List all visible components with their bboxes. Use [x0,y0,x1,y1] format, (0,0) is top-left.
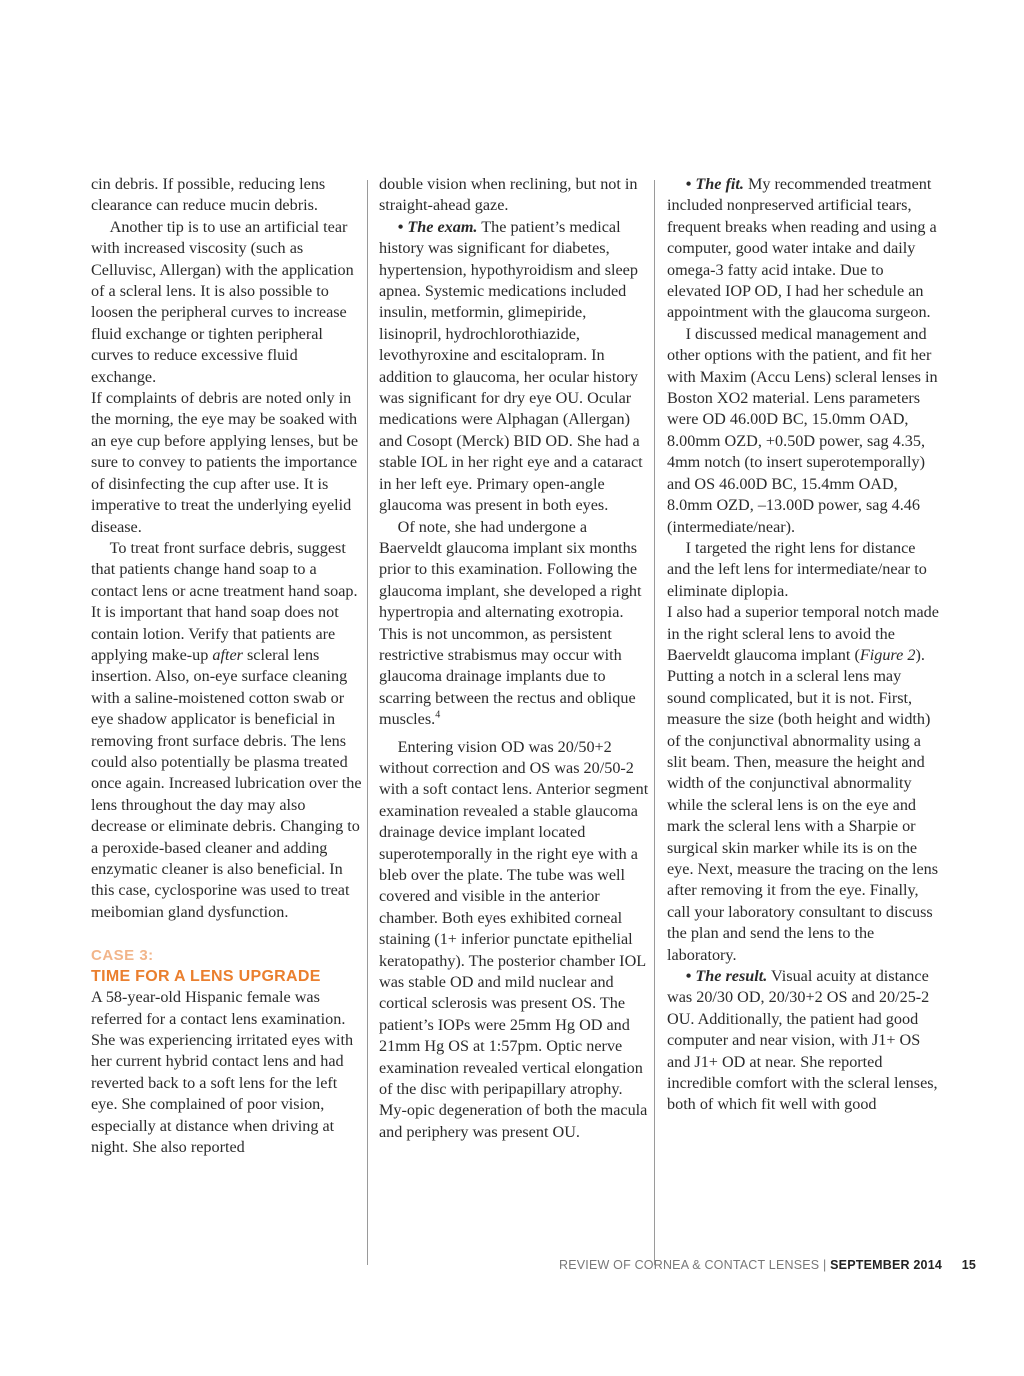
paragraph: I targeted the right lens for distance and the left lens for intermediate/near to eliminate diplopia. [667,538,927,600]
paragraph-text: The patient’s medical history was significant for diabetes, hypertension, hypothyroidism and sleep apnea. Systemic medications included insulin, metformin, glimepiride, lisinopril, hydrochlorothiazide, levothyroxine and escitalopram. In addition to glaucoma, her ocular history was significant for dry eye OU. Ocular medications were Alphagan (Allergan) and Cosopt (Merck) BID OD. She had a stable IOL in her right eye and a cataract in her left eye. Primary open-angle glaucoma was present in both eyes. [379,217,643,515]
paragraph-text: My recommended treatment included nonpreserved artificial tears, frequent breaks when reading and using a computer, good water intake and daily omega-3 fatty acid intake. Due to elevated IOP OD, I had her schedule an appointment with the glaucoma surgeon. [667,175,937,322]
figure-reference: Figure 2 [859,645,916,664]
text-column-1 [91,174,363,1158]
emphasis-text: after [212,645,243,664]
paragraph [379,517,651,731]
paragraph: double vision when reclining, but not in straight-ahead gaze. [379,175,638,215]
case-label: CASE 3: [91,947,154,965]
column-rule-right [654,180,655,1265]
case-title: TIME FOR A LENS UPGRADE [91,968,321,986]
paragraph: cin debris. If possible, reducing lens clearance can reduce mucin debris. [91,175,326,215]
paragraph: If complaints of debris are noted only in the morning, the eye may be soaked with an eye cup before applying lenses, but be sure to convey to patients the importance of disinfecting the cup after use. It is imperative to treat the underlying eyelid disease. [91,389,358,536]
paragraph-text: To treat front surface debris, suggest that patients change hand soap to a contact lens or acne treatment hand soap. It is important that hand soap does not contain lotion. Verify that patients are applying make-up [91,538,358,664]
text-column-2 [379,174,651,1143]
paragraph-text: I also had a superior temporal notch made in the right scleral lens to avoid the Baerveldt glaucoma implant ( [667,603,939,664]
paragraph: Another tip is to use an artificial tear with increased viscosity (such as Celluvisc, Allergan) with the application of a scleral lens. It is also possible to loosen the peripheral curves to increase fluid exchange or tighten peripheral curves to reduce excessive fluid exchange. [91,217,354,386]
text-column-3 [667,174,939,1116]
paragraph: A 58-year-old Hispanic female was referred for a contact lens examination. She was experiencing irritated eyes with her current hybrid contact lens and had reverted back to a soft lens for the left eye. She complained of poor vision, especially at distance when driving at night. She also reported [91,988,354,1157]
paragraph-text: Visual acuity at distance was 20/30 OD, 20/30+2 OS and 20/25-2 OU. Additionally, the patient had good computer and near vision, with J1+ OS and J1+ OD at near. She reported incredible comfort with the scleral lenses, both of which fit well with good [667,967,938,1114]
paragraph: Entering vision OD was 20/50+2 without correction and OS was 20/50-2 with a soft contact lens. Anterior segment examination revealed a stable glaucoma drainage device implant located superotemporally in the right eye with a bleb over the plate. The tube was well covered and visible in the anterior chamber. Both eyes exhibited corneal staining (1+ inferior punctate epithelial keratopathy). The posterior chamber IOL was stable OD and mild nuclear and cortical sclerosis was present OS. The patient’s IOPs were 25mm Hg OD and 21mm Hg OS at 1:57pm. Optic nerve examination revealed vertical elongation of the disc with peripapillary atrophy. My-opic degeneration of both the macula and periphery was present OU. [379,737,649,1141]
issue-date: SEPTEMBER 2014 [830,1258,942,1272]
paragraph-text: scleral lens insertion. Also, on-eye surface cleaning with a saline-moistened cotton swab or eye shadow applicator is beneficial in removing front surface debris. The lens could also potentially be plasma treated once again. Increased lubrication over the lens throughout the day may also decrease or eliminate debris. Changing to a peroxide-based cleaner and adding enzymatic cleaner is also beneficial. In this case, cyclosporine was used to treat meibomian gland dysfunction. [91,645,362,921]
paragraph [667,966,939,1116]
paragraph-text: ). Putting a notch in a scleral lens may sound complicated, but it is not. First, measure the size (both height and width) of the conjunctival abnormality using a slit beam. Then, measure the height and width of the conjunctival abnormality while the scleral lens is on the eye and mark the scleral lens with a Sharpie or surgical skin marker while its is on the eye. Next, measure the tracing on the lens after removing it from the eye. Finally, call your laboratory consultant to discuss the plan and send the lens to the laboratory. [667,645,939,964]
page-number: 15 [961,1258,976,1272]
paragraph [379,217,651,517]
page-footer [559,1258,976,1272]
case-heading [91,945,363,987]
paragraph: I discussed medical management and other options with the patient, and fit her with Maxim (Accu Lens) scleral lenses in Boston XO2 material. Lens parameters were OD 46.00D BC, 15.0mm OAD, 8.00mm OZD, +0.50D power, sag 4.35, 4mm notch (to insert superotemporally) and OS 46.00D BC, 15.4mm OAD, 8.0mm OZD, –13.00D power, sag 4.46 (intermediate/near). [667,324,938,536]
section-lead: • The exam. [397,217,478,236]
paragraph [667,174,939,324]
paragraph [667,602,939,966]
section-lead: • The fit. [685,175,744,193]
publication-name: REVIEW OF CORNEA & CONTACT LENSES | [558,1258,827,1272]
paragraph-text: Of note, she had undergone a Baerveldt glaucoma implant six months prior to this examination. Following the glaucoma implant, she developed a right hypertropia and alternating exotropia. This is not uncommon, as persistent restrictive strabismus may occur with glaucoma drainage implants due to scarring between the rectus and oblique muscles. [379,517,642,729]
section-lead: • The result. [685,967,768,986]
paragraph [91,538,363,923]
column-rule-left [367,180,368,1265]
reference-superscript: 4 [435,709,441,721]
